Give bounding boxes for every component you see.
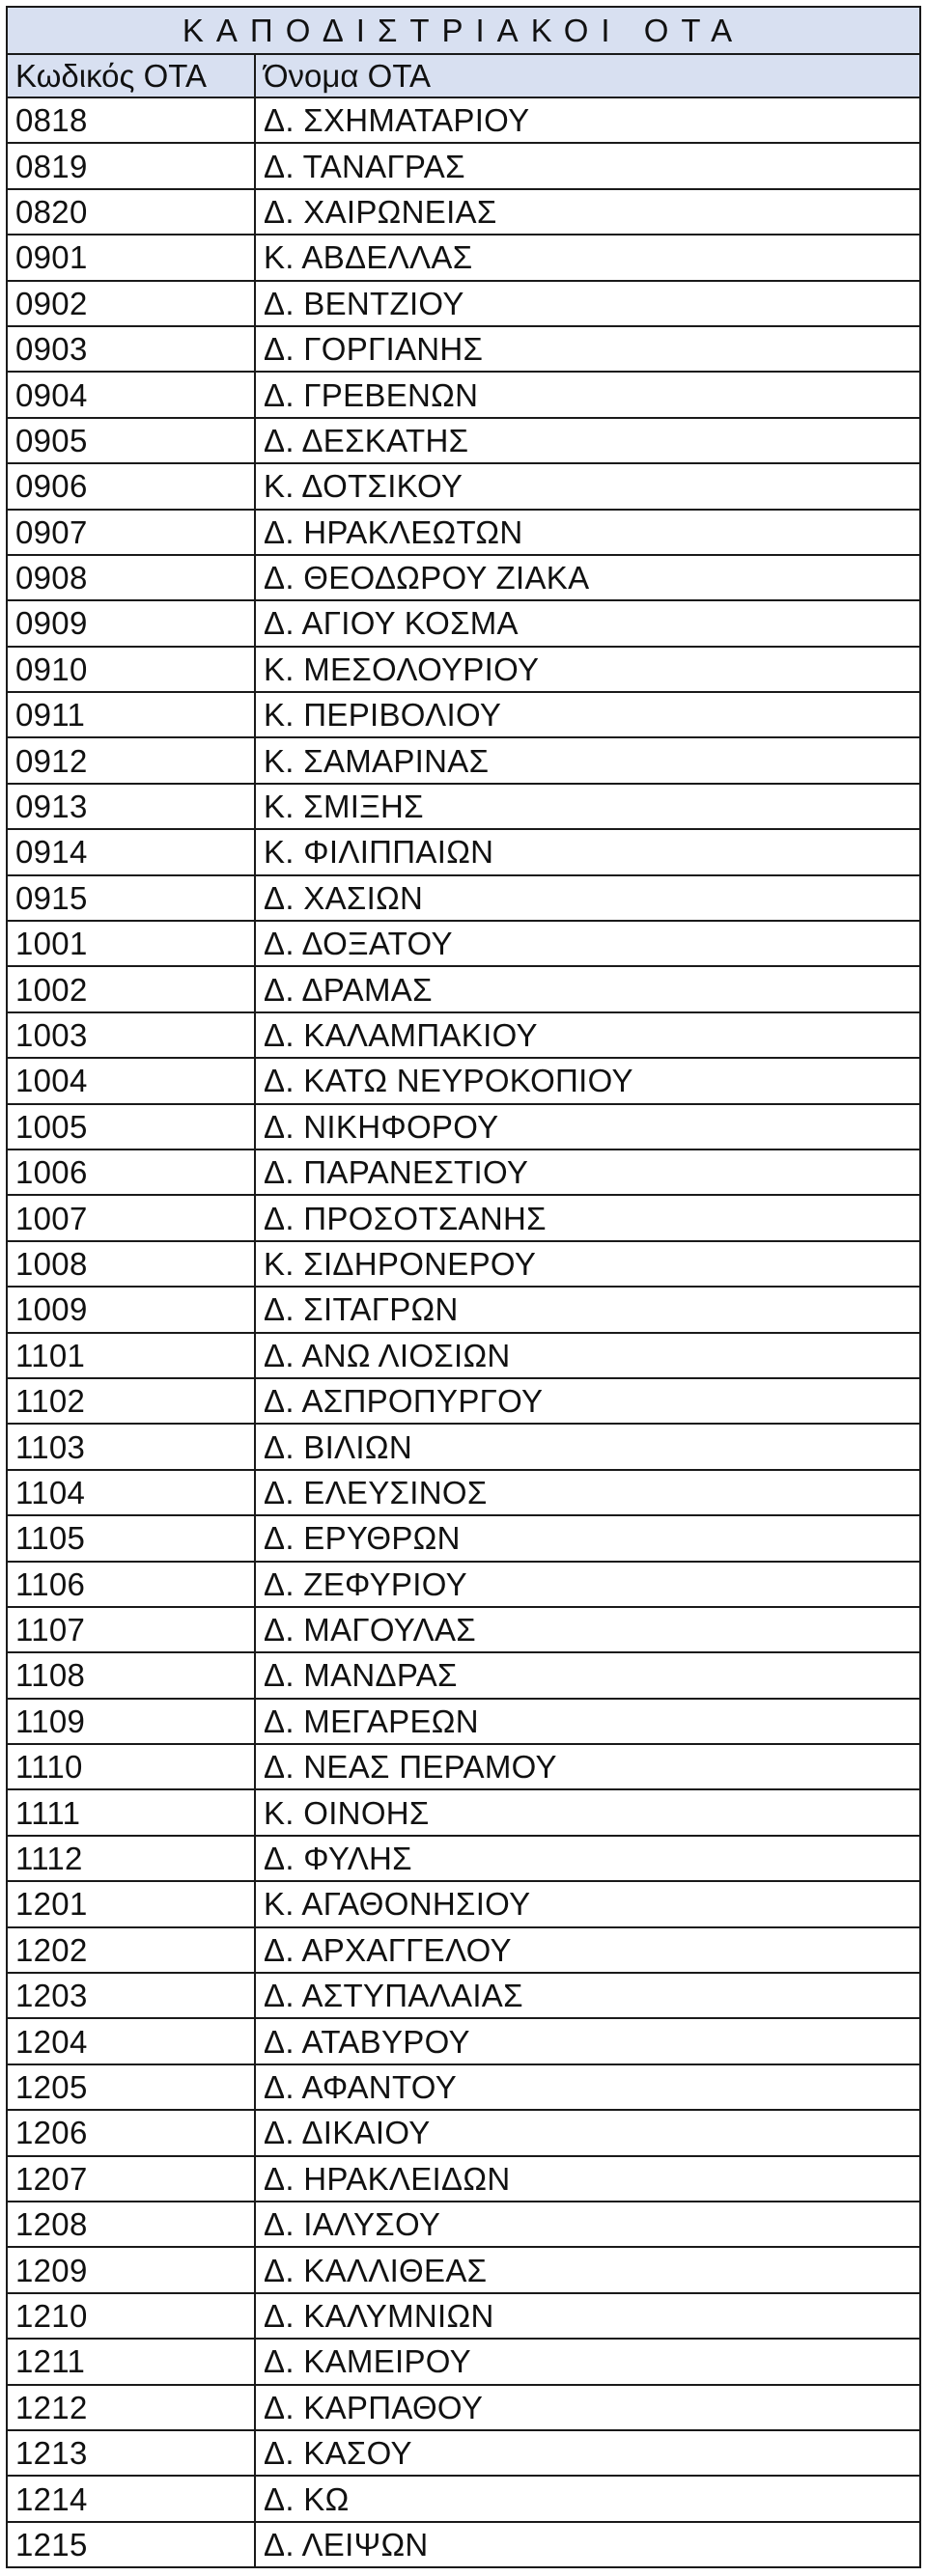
- ota-code-cell: 1108: [7, 1652, 255, 1698]
- table-row: [7, 1333, 920, 1378]
- table-row: [7, 1744, 920, 1789]
- table-row: [7, 555, 920, 600]
- table-row: [7, 326, 920, 372]
- ota-name-cell: Κ. ΟΙΝΟΗΣ: [255, 1789, 920, 1835]
- ota-code-cell: 0818: [7, 97, 255, 143]
- ota-code-cell: 0910: [7, 647, 255, 692]
- ota-code-cell: 0914: [7, 829, 255, 874]
- ota-name-cell: Δ. ΠΑΡΑΝΕΣΤΙΟΥ: [255, 1150, 920, 1195]
- ota-code-cell: 0909: [7, 600, 255, 646]
- table-row: [7, 1607, 920, 1652]
- ota-code-cell: 1104: [7, 1470, 255, 1515]
- ota-code-cell: 1006: [7, 1150, 255, 1195]
- ota-name-cell: Δ. ΜΑΝΔΡΑΣ: [255, 1652, 920, 1698]
- table-row: [7, 647, 920, 692]
- ota-name-cell: Δ. ΑΤΑΒΥΡΟΥ: [255, 2018, 920, 2064]
- ota-code-cell: 0903: [7, 326, 255, 372]
- ota-code-cell: 0913: [7, 784, 255, 829]
- ota-code-cell: 1202: [7, 1927, 255, 1973]
- ota-name-cell: Δ. ΔΕΣΚΑΤΗΣ: [255, 418, 920, 463]
- column-header-name: Όνομα ΟΤΑ: [255, 54, 920, 97]
- ota-name-cell: Δ. ΝΕΑΣ ΠΕΡΑΜΟΥ: [255, 1744, 920, 1789]
- table-row: [7, 2247, 920, 2292]
- ota-name-cell: Κ. ΣΜΙΞΗΣ: [255, 784, 920, 829]
- table-row: [7, 463, 920, 509]
- ota-code-cell: 1207: [7, 2156, 255, 2202]
- ota-name-cell: Δ. ΣΧΗΜΑΤΑΡΙΟΥ: [255, 97, 920, 143]
- ota-code-cell: 0915: [7, 875, 255, 921]
- table-row: [7, 235, 920, 280]
- table-row: [7, 372, 920, 417]
- ota-code-cell: 1111: [7, 1789, 255, 1835]
- column-header-row: [7, 54, 920, 97]
- ota-code-cell: 1205: [7, 2064, 255, 2110]
- ota-code-cell: 0907: [7, 510, 255, 555]
- ota-name-cell: Δ. ΑΝΩ ΛΙΟΣΙΩΝ: [255, 1333, 920, 1378]
- ota-code-cell: 1009: [7, 1287, 255, 1332]
- ota-name-cell: Δ. ΔΡΑΜΑΣ: [255, 966, 920, 1011]
- table-row: [7, 2522, 920, 2567]
- ota-name-cell: Δ. ΕΡΥΘΡΩΝ: [255, 1515, 920, 1561]
- table-row: [7, 1012, 920, 1058]
- table-row: [7, 2018, 920, 2064]
- ota-name-cell: Κ. ΑΓΑΘΟΝΗΣΙΟΥ: [255, 1881, 920, 1926]
- ota-code-cell: 1106: [7, 1562, 255, 1607]
- table-row: [7, 2110, 920, 2155]
- table-row: [7, 1241, 920, 1287]
- ota-code-cell: 0905: [7, 418, 255, 463]
- ota-name-cell: Δ. ΠΡΟΣΟΤΣΑΝΗΣ: [255, 1195, 920, 1240]
- table-row: [7, 2156, 920, 2202]
- table-row: [7, 418, 920, 463]
- ota-code-cell: 1215: [7, 2522, 255, 2567]
- table-row: [7, 2202, 920, 2247]
- ota-name-cell: Δ. ΚΑΛΥΜΝΙΩΝ: [255, 2293, 920, 2339]
- ota-name-cell: Δ. ΧΑΙΡΩΝΕΙΑΣ: [255, 189, 920, 235]
- ota-name-cell: Δ. ΑΡΧΑΓΓΕΛΟΥ: [255, 1927, 920, 1973]
- ota-name-cell: Δ. ΘΕΟΔΩΡΟΥ ΖΙΑΚΑ: [255, 555, 920, 600]
- table-row: [7, 2430, 920, 2476]
- ota-name-cell: Κ. ΣΙΔΗΡΟΝΕΡΟΥ: [255, 1241, 920, 1287]
- ota-name-cell: Δ. ΛΕΙΨΩΝ: [255, 2522, 920, 2567]
- ota-code-cell: 0908: [7, 555, 255, 600]
- ota-code-cell: 1105: [7, 1515, 255, 1561]
- table-row: [7, 1378, 920, 1424]
- table-row: [7, 921, 920, 966]
- ota-name-cell: Δ. ΗΡΑΚΛΕΩΤΩΝ: [255, 510, 920, 555]
- ota-code-cell: 1102: [7, 1378, 255, 1424]
- ota-name-cell: Δ. ΔΟΞΑΤΟΥ: [255, 921, 920, 966]
- ota-code-cell: 1208: [7, 2202, 255, 2247]
- table-row: [7, 2339, 920, 2384]
- ota-name-cell: Δ. ΕΛΕΥΣΙΝΟΣ: [255, 1470, 920, 1515]
- ota-code-cell: 1210: [7, 2293, 255, 2339]
- ota-name-cell: Δ. ΣΙΤΑΓΡΩΝ: [255, 1287, 920, 1332]
- ota-code-cell: 0901: [7, 235, 255, 280]
- table-title-row: [7, 7, 920, 54]
- ota-code-cell: 1112: [7, 1836, 255, 1881]
- ota-code-cell: 1211: [7, 2339, 255, 2384]
- ota-code-cell: 1204: [7, 2018, 255, 2064]
- ota-name-cell: Δ. ΚΑΣΟΥ: [255, 2430, 920, 2476]
- ota-name-cell: Δ. ΚΑΜΕΙΡΟΥ: [255, 2339, 920, 2384]
- table-row: [7, 1195, 920, 1240]
- ota-code-cell: 1101: [7, 1333, 255, 1378]
- column-header-code: Κωδικός ΟΤΑ: [7, 54, 255, 97]
- table-row: [7, 1424, 920, 1469]
- ota-code-cell: 1212: [7, 2385, 255, 2430]
- ota-name-cell: Κ. ΔΟΤΣΙΚΟΥ: [255, 463, 920, 509]
- ota-name-cell: Δ. ΓΡΕΒΕΝΩΝ: [255, 372, 920, 417]
- ota-name-cell: Κ. ΠΕΡΙΒΟΛΙΟΥ: [255, 692, 920, 737]
- ota-code-cell: 1004: [7, 1058, 255, 1103]
- ota-name-cell: Δ. ΚΩ: [255, 2476, 920, 2521]
- table-body: [7, 97, 920, 2567]
- ota-name-cell: Δ. ΖΕΦΥΡΙΟΥ: [255, 1562, 920, 1607]
- table-row: [7, 875, 920, 921]
- ota-code-cell: 0906: [7, 463, 255, 509]
- ota-code-cell: 1110: [7, 1744, 255, 1789]
- ota-name-cell: Δ. ΑΓΙΟΥ ΚΟΣΜΑ: [255, 600, 920, 646]
- table-row: [7, 510, 920, 555]
- table-row: [7, 1699, 920, 1744]
- ota-code-cell: 1213: [7, 2430, 255, 2476]
- table-row: [7, 143, 920, 188]
- table-row: [7, 1515, 920, 1561]
- ota-name-cell: Δ. ΚΑΛΛΙΘΕΑΣ: [255, 2247, 920, 2292]
- ota-code-cell: 1107: [7, 1607, 255, 1652]
- table-row: [7, 1881, 920, 1926]
- table-row: [7, 2385, 920, 2430]
- ota-name-cell: Δ. ΑΦΑΝΤΟΥ: [255, 2064, 920, 2110]
- ota-name-cell: Δ. ΑΣΠΡΟΠΥΡΓΟΥ: [255, 1378, 920, 1424]
- ota-name-cell: Δ. ΧΑΣΙΩΝ: [255, 875, 920, 921]
- ota-name-cell: Δ. ΚΑΛΑΜΠΑΚΙΟΥ: [255, 1012, 920, 1058]
- table-row: [7, 189, 920, 235]
- ota-name-cell: Δ. ΔΙΚΑΙΟΥ: [255, 2110, 920, 2155]
- ota-name-cell: Κ. ΦΙΛΙΠΠΑΙΩΝ: [255, 829, 920, 874]
- table-row: [7, 600, 920, 646]
- table-row: [7, 784, 920, 829]
- ota-code-cell: 1002: [7, 966, 255, 1011]
- table-row: [7, 1058, 920, 1103]
- table-row: [7, 1470, 920, 1515]
- ota-code-cell: 0902: [7, 281, 255, 326]
- ota-name-cell: Δ. ΑΣΤΥΠΑΛΑΙΑΣ: [255, 1973, 920, 2018]
- table-row: [7, 2293, 920, 2339]
- table-row: [7, 2476, 920, 2521]
- ota-code-cell: 1003: [7, 1012, 255, 1058]
- ota-name-cell: Κ. ΣΑΜΑΡΙΝΑΣ: [255, 737, 920, 783]
- ota-code-cell: 0819: [7, 143, 255, 188]
- ota-name-cell: Κ. ΑΒΔΕΛΛΑΣ: [255, 235, 920, 280]
- ota-name-cell: Δ. ΚΑΤΩ ΝΕΥΡΟΚΟΠΙΟΥ: [255, 1058, 920, 1103]
- table-row: [7, 1150, 920, 1195]
- ota-code-cell: 1103: [7, 1424, 255, 1469]
- table-row: [7, 97, 920, 143]
- ota-code-cell: 1214: [7, 2476, 255, 2521]
- table-row: [7, 281, 920, 326]
- ota-code-cell: 0820: [7, 189, 255, 235]
- ota-code-cell: 1201: [7, 1881, 255, 1926]
- table-title: ΚΑΠΟΔΙΣΤΡΙΑΚΟΙ ΟΤΑ: [7, 7, 920, 54]
- table-row: [7, 1927, 920, 1973]
- table-row: [7, 1652, 920, 1698]
- ota-code-cell: 1001: [7, 921, 255, 966]
- ota-table: [6, 6, 921, 2568]
- table-row: [7, 1287, 920, 1332]
- table-row: [7, 966, 920, 1011]
- ota-name-cell: Δ. ΜΕΓΑΡΕΩΝ: [255, 1699, 920, 1744]
- ota-code-cell: 1206: [7, 2110, 255, 2155]
- ota-name-cell: Δ. ΚΑΡΠΑΘΟΥ: [255, 2385, 920, 2430]
- ota-name-cell: Δ. ΝΙΚΗΦΟΡΟΥ: [255, 1104, 920, 1150]
- ota-name-cell: Δ. ΒΕΝΤΖΙΟΥ: [255, 281, 920, 326]
- ota-name-cell: Δ. ΤΑΝΑΓΡΑΣ: [255, 143, 920, 188]
- ota-name-cell: Δ. ΜΑΓΟΥΛΑΣ: [255, 1607, 920, 1652]
- ota-sheet: [6, 6, 919, 2568]
- ota-name-cell: Δ. ΗΡΑΚΛΕΙΔΩΝ: [255, 2156, 920, 2202]
- table-row: [7, 1789, 920, 1835]
- ota-code-cell: 1203: [7, 1973, 255, 2018]
- table-row: [7, 1836, 920, 1881]
- table-row: [7, 1562, 920, 1607]
- table-row: [7, 1973, 920, 2018]
- table-row: [7, 737, 920, 783]
- ota-name-cell: Δ. ΙΑΛΥΣΟΥ: [255, 2202, 920, 2247]
- table-row: [7, 829, 920, 874]
- ota-code-cell: 0912: [7, 737, 255, 783]
- ota-code-cell: 1109: [7, 1699, 255, 1744]
- ota-name-cell: Δ. ΓΟΡΓΙΑΝΗΣ: [255, 326, 920, 372]
- ota-code-cell: 1008: [7, 1241, 255, 1287]
- ota-name-cell: Δ. ΒΙΛΙΩΝ: [255, 1424, 920, 1469]
- ota-code-cell: 1209: [7, 2247, 255, 2292]
- ota-name-cell: Δ. ΦΥΛΗΣ: [255, 1836, 920, 1881]
- ota-code-cell: 0911: [7, 692, 255, 737]
- table-row: [7, 692, 920, 737]
- ota-code-cell: 1007: [7, 1195, 255, 1240]
- ota-code-cell: 1005: [7, 1104, 255, 1150]
- table-row: [7, 1104, 920, 1150]
- ota-code-cell: 0904: [7, 372, 255, 417]
- table-row: [7, 2064, 920, 2110]
- ota-name-cell: Κ. ΜΕΣΟΛΟΥΡΙΟΥ: [255, 647, 920, 692]
